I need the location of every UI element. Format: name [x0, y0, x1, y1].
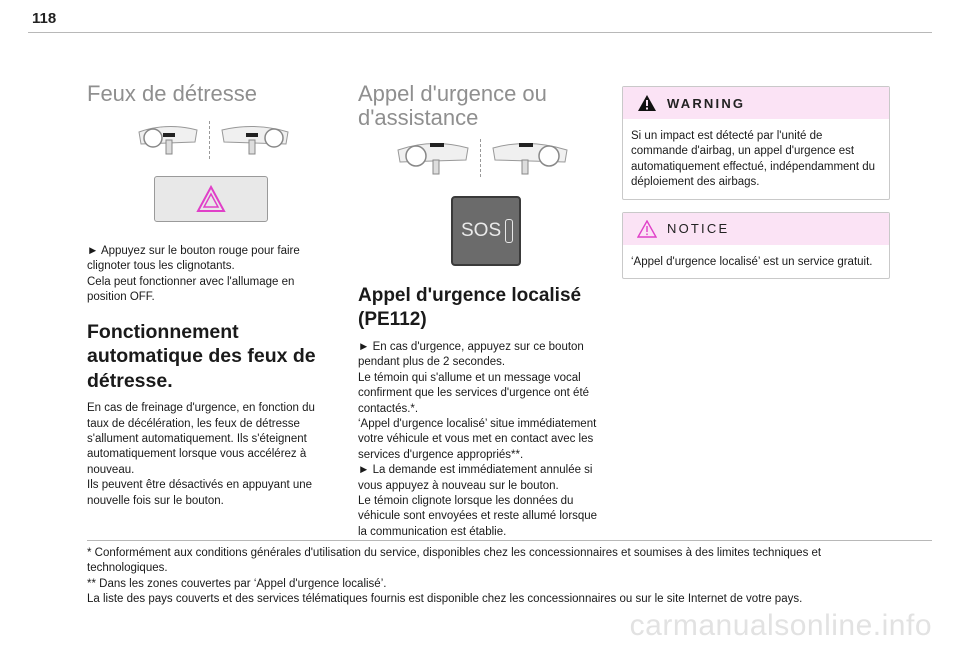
- pe112-body: ► En cas d'urgence, appuyez sur ce bouton pendant plus de 2 secondes. Le témoin qui s'allume et un message vocal confirment que les services d'urgence ont été contactés.*. ‘Appel d'urgence localisé’ situe immédiatement votre véhicule et vous met en contact avec les services d'urgence appropriés**. ► La demande est immédiatement annulée si vous appuyez à nouveau sur le bouton. Le témoin clignote lorsque les données du véhicule sont envoyées et reste allumé lorsque la communication est établie.: [358, 341, 598, 538]
- notice-header: [623, 213, 889, 245]
- notice-text: ‘Appel d'urgence localisé’ est un service gratuit.: [631, 255, 873, 268]
- warning-box: [622, 86, 890, 200]
- section-title-emergency: Appel d'urgence ou d'assistance: [358, 81, 547, 130]
- dashboard-illustration-2: [396, 138, 608, 178]
- watermark: carmanualsonline.info: [629, 609, 932, 642]
- sos-label: SOS: [461, 220, 502, 241]
- section-title-hazard: Feux de détresse: [87, 81, 257, 106]
- dashboard-left-icon: [396, 138, 470, 178]
- illustration-separator: [480, 139, 481, 177]
- dashboard-right-icon: [220, 122, 290, 158]
- header-divider: [28, 32, 932, 33]
- warning-text: Si un impact est détecté par l'unité de commande d'airbag, un appel d'urgence est automatiquement effectué, indépendamment du déploiement des airbags.: [631, 130, 876, 189]
- footnotes: * Conformément aux conditions générales d'utilisation du service, disponibles chez les concessionnaires et soumises à des limites techniques et technologiques. ** Dans les zones couvertes par ‘Appel d'urgence localisé’. La liste des pays couverts et des services télématiques fournis est disponible chez les concessionnaires ou sur le site Internet de votre pays.: [87, 547, 822, 606]
- footnote-divider: [87, 540, 932, 541]
- column-hazard-lights: [87, 70, 323, 509]
- hazard-instruction: ► Appuyez sur le bouton rouge pour faire clignoter tous les clignotants. Cela peut fonctionner avec l'allumage en position OFF.: [87, 245, 300, 304]
- warning-header: [623, 87, 889, 119]
- hazard-triangle-icon: [196, 185, 226, 213]
- warning-title: WARNING: [667, 95, 746, 111]
- page-number: 118: [32, 10, 57, 27]
- notice-triangle-icon: [637, 220, 657, 238]
- notice-title: NOTICE: [667, 221, 730, 237]
- warning-triangle-icon: [637, 94, 657, 112]
- auto-hazard-body: En cas de freinage d'urgence, en fonction du taux de décélération, les feux de détresse s'allument automatiquement. Ils s'éteignent automatiquement lorsque vous accélérez à nouveau. Ils peuvent être désactivés en appuyant une nouvelle fois sur le bouton.: [87, 402, 315, 507]
- column-emergency-call: [358, 70, 608, 540]
- subtitle-auto-hazard: Fonctionnement automatique des feux de détresse.: [87, 320, 316, 392]
- column-notes: [622, 86, 890, 279]
- hazard-button-illustration: [154, 176, 268, 222]
- dashboard-illustration: [137, 120, 323, 160]
- dashboard-right-icon: [491, 138, 569, 178]
- notice-box: [622, 212, 890, 279]
- subtitle-pe112: Appel d'urgence localisé (PE112): [358, 285, 582, 330]
- illustration-separator: [209, 121, 210, 159]
- dashboard-left-icon: [137, 122, 199, 158]
- sos-indicator-icon: [505, 219, 513, 243]
- sos-button-illustration: [451, 196, 521, 266]
